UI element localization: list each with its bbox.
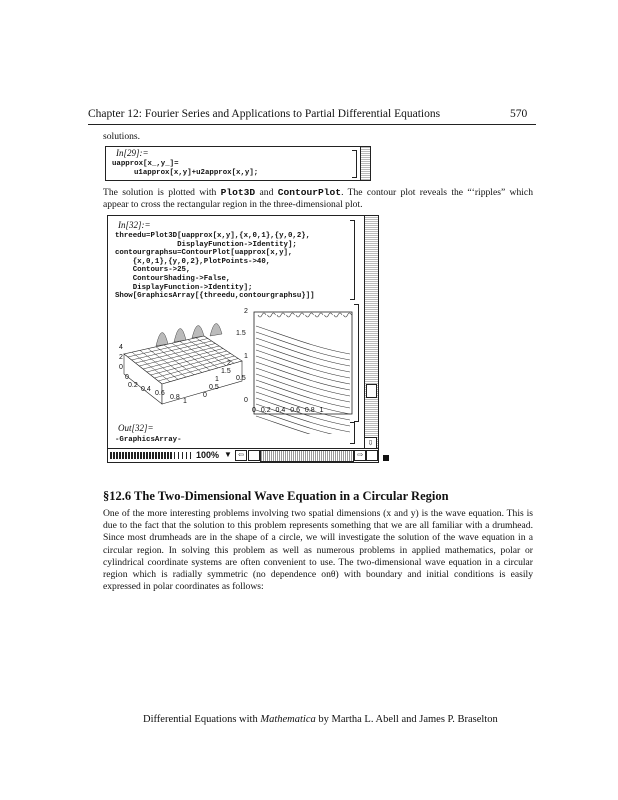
contour-y-tick: 0 — [244, 397, 248, 404]
scroll-thumb[interactable] — [366, 384, 377, 398]
page-footer: Differential Equations with Mathematica by Martha L. Abell and James P. Braselton — [143, 714, 498, 725]
horizontal-scrollbar[interactable] — [260, 450, 354, 462]
x-tick: 0.2 — [128, 382, 138, 389]
z-tick: 2 — [119, 354, 123, 361]
scrollbar[interactable] — [360, 147, 370, 180]
y-tick: 2 — [227, 360, 231, 367]
code-line: Contours->25, — [115, 266, 191, 275]
code-line: DisplayFunction->Identity]; — [115, 283, 253, 292]
vertical-scrollbar[interactable] — [364, 216, 378, 448]
input-cell-29[interactable] — [105, 146, 371, 181]
code-line: DisplayFunction->Identity]; — [115, 240, 297, 249]
header-rule — [88, 124, 536, 125]
lead-text: solutions. — [103, 131, 141, 142]
scroll-thumb-h[interactable] — [248, 450, 260, 461]
code-line: Show[GraphicsArray[{threedu,contourgraphsu}]] — [115, 292, 315, 301]
code-line: u1approx[x,y]+u2approx[x,y]; — [134, 169, 259, 177]
in-label: In[29]:= — [116, 148, 149, 158]
zoom-level[interactable]: 100% — [196, 450, 220, 460]
y-tick: 0 — [203, 392, 207, 399]
y-tick: 1 — [215, 376, 219, 383]
cell-bracket[interactable] — [352, 150, 357, 178]
code-block — [115, 232, 315, 301]
cell-bracket[interactable] — [350, 422, 355, 444]
code-line: {x,0,1},{y,0,2},PlotPoints->40, — [115, 257, 271, 266]
code-line: contourgraphsu=ContourPlot[uapprox[x,y], — [115, 249, 293, 258]
contour-x-ticks: 0 0.2 0.4 0.6 0.8 1 — [252, 407, 324, 414]
cell-bracket[interactable] — [350, 220, 355, 300]
zoom-dropdown-icon[interactable]: ▼ — [224, 450, 232, 459]
notebook-window — [107, 215, 379, 463]
cell-bracket[interactable] — [354, 304, 359, 422]
x-tick: 0 — [125, 374, 129, 381]
x-tick: 1 — [183, 398, 187, 405]
paragraph: The solution is plotted with Plot3D and ContourPlot. The contour plot reveals the “‘ripples” which appear to cross the rectangular region in the three-dimensional plot. — [103, 187, 533, 211]
x-tick: 0.6 — [155, 390, 165, 397]
code-line: uapprox[x_,y_]= — [112, 160, 179, 168]
scroll-left-icon[interactable]: ⇦ — [235, 450, 247, 461]
code-line: ContourShading->False, — [115, 274, 231, 283]
inline-code: Plot3D — [220, 187, 256, 198]
scroll-right-icon[interactable]: ⇨ — [354, 450, 366, 461]
y-tick: 1.5 — [221, 368, 231, 375]
end-of-example-mark-icon — [383, 455, 389, 461]
status-bar — [108, 448, 378, 462]
chapter-header: Chapter 12: Fourier Series and Applications to Partial Differential Equations — [88, 108, 441, 120]
code-line: threedu=Plot3D[uapprox[x,y],{x,0,1},{y,0,2}, — [115, 232, 311, 240]
graphics-array — [116, 306, 356, 434]
y-tick: 0.5 — [209, 384, 219, 391]
output-value: -GraphicsArray- — [115, 436, 182, 444]
contour-y-tick: 2 — [244, 308, 248, 315]
scroll-down-icon[interactable]: ⇩ — [364, 437, 377, 449]
section-title: §12.6 The Two-Dimensional Wave Equation in a Circular Region — [103, 489, 449, 503]
resize-icon[interactable] — [366, 450, 378, 461]
paragraph: One of the more interesting problems involving two spatial dimensions (x and y) is the wave equation. This is due to the fact that the solution to this problem represents something that we are all familiar with a drumhead. Since most drumheads are in the shape of a circle, we will investigate the solution of the wave equation in a circular region. In solving this problem as well as numerous problems in applied mathematics, polar or cylindrical coordinate systems are often convenient to use. The two-dimensional wave equation in a circular region which is radially symmetric (no dependence onθ) with boundary and initial conditions is easily expressed in polar coordinates as follows: — [103, 508, 533, 593]
contour-plot — [254, 312, 352, 434]
memory-gauge — [110, 452, 172, 459]
z-tick: 0 — [119, 364, 123, 371]
z-tick: 4 — [119, 344, 123, 351]
in-label: In[32]:= — [118, 220, 151, 230]
page-number: 570 — [510, 108, 528, 120]
inline-code: ContourPlot — [277, 187, 342, 198]
x-tick: 0.8 — [170, 394, 180, 401]
contour-y-tick: 1 — [244, 353, 248, 360]
memory-gauge-tail — [174, 452, 192, 459]
x-tick: 0.4 — [141, 386, 151, 393]
out-label: Out[32]= — [118, 423, 154, 433]
contour-y-tick: 0.5 — [236, 375, 246, 382]
contour-y-tick: 1.5 — [236, 330, 246, 337]
